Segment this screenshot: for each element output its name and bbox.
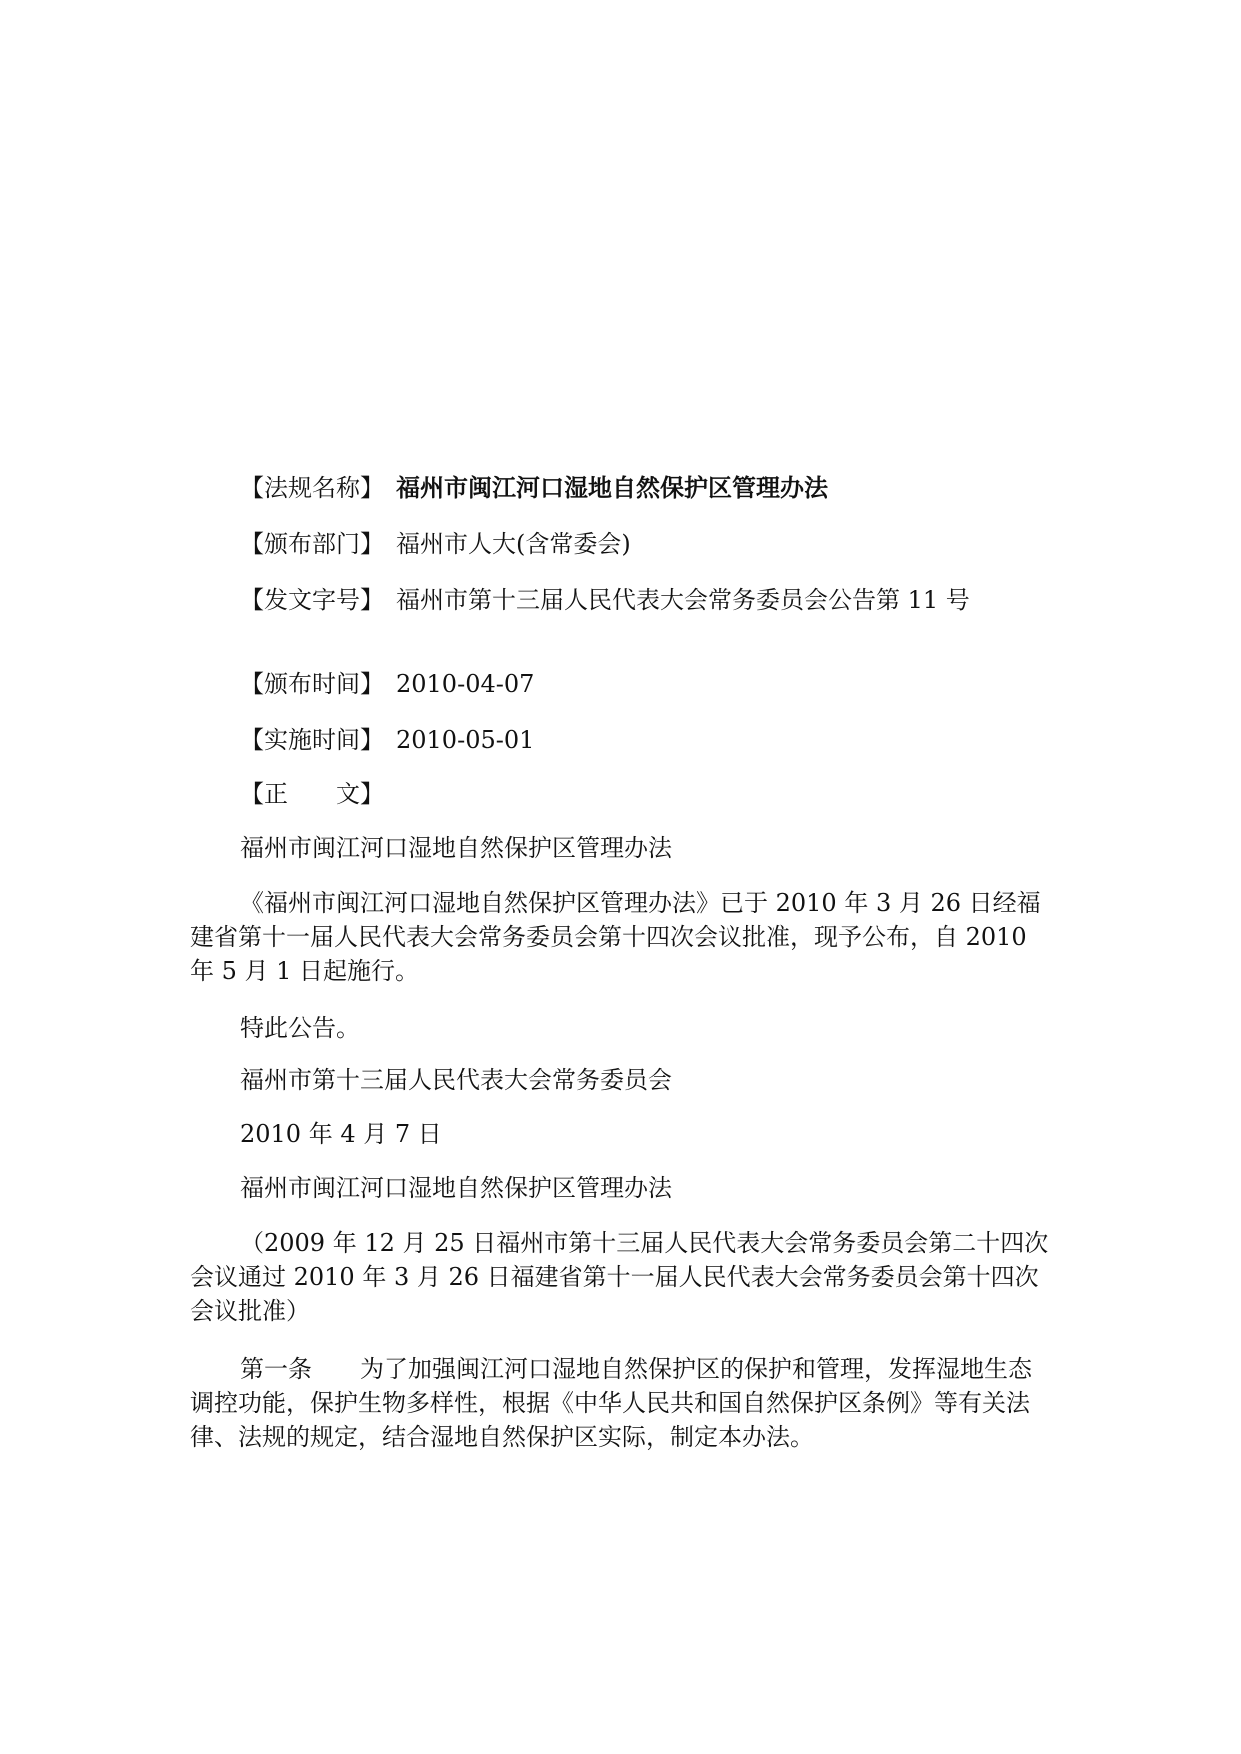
- article-1-paragraph: [190, 1352, 1050, 1454]
- docno-value: 福州市第十三届人民代表大会常务委员会公告第 11 号: [396, 586, 970, 614]
- notice-line: 特此公告。: [240, 1014, 360, 1042]
- effective-value: 2010-05-01: [396, 726, 535, 754]
- docno-label: 【发文字号】: [240, 586, 384, 614]
- body-label: 【正 文】: [240, 780, 384, 808]
- title-value: 福州市闽江河口湿地自然保护区管理办法: [396, 473, 828, 502]
- date-line: 2010 年 4 月 7 日: [240, 1120, 442, 1148]
- article-1-label: 第一条: [240, 1355, 312, 1383]
- dept-row: [240, 528, 631, 560]
- effective-label: 【实施时间】: [240, 726, 384, 754]
- announcement-paragraph: 《福州市闽江河口湿地自然保护区管理办法》已于 2010 年 3 月 26 日经福建省第十一届人民代表大会常务委员会第十四次会议批准，现予公布，自 2010 年 5 月 1 日起施行。: [190, 889, 1041, 985]
- dept-value: 福州市人大(含常委会): [396, 530, 631, 558]
- heading-1: 福州市闽江河口湿地自然保护区管理办法: [240, 834, 672, 862]
- title-row: [240, 472, 828, 504]
- docno-row: [240, 584, 970, 616]
- issue-value: 2010-04-07: [396, 670, 535, 698]
- body-label-row: [240, 778, 384, 810]
- adoption-note-paragraph: （2009 年 12 月 25 日福州市第十三届人民代表大会常务委员会第二十四次会议通过 2010 年 3 月 26 日福建省第十一届人民代表大会常务委员会第十四次会议批准）: [190, 1229, 1049, 1325]
- article-1-text: 为了加强闽江河口湿地自然保护区的保护和管理，发挥湿地生态调控功能，保护生物多样性，根据《中华人民共和国自然保护区条例》等有关法律、法规的规定，结合湿地自然保护区实际，制定本办法。: [190, 1355, 1032, 1451]
- issuer-line: 福州市第十三届人民代表大会常务委员会: [240, 1066, 672, 1094]
- issue-label: 【颁布时间】: [240, 670, 384, 698]
- heading-2: 福州市闽江河口湿地自然保护区管理办法: [240, 1174, 672, 1202]
- dept-label: 【颁布部门】: [240, 530, 384, 558]
- effective-row: [240, 724, 534, 756]
- title-label: 【法规名称】: [240, 474, 384, 502]
- issue-row: [240, 668, 534, 700]
